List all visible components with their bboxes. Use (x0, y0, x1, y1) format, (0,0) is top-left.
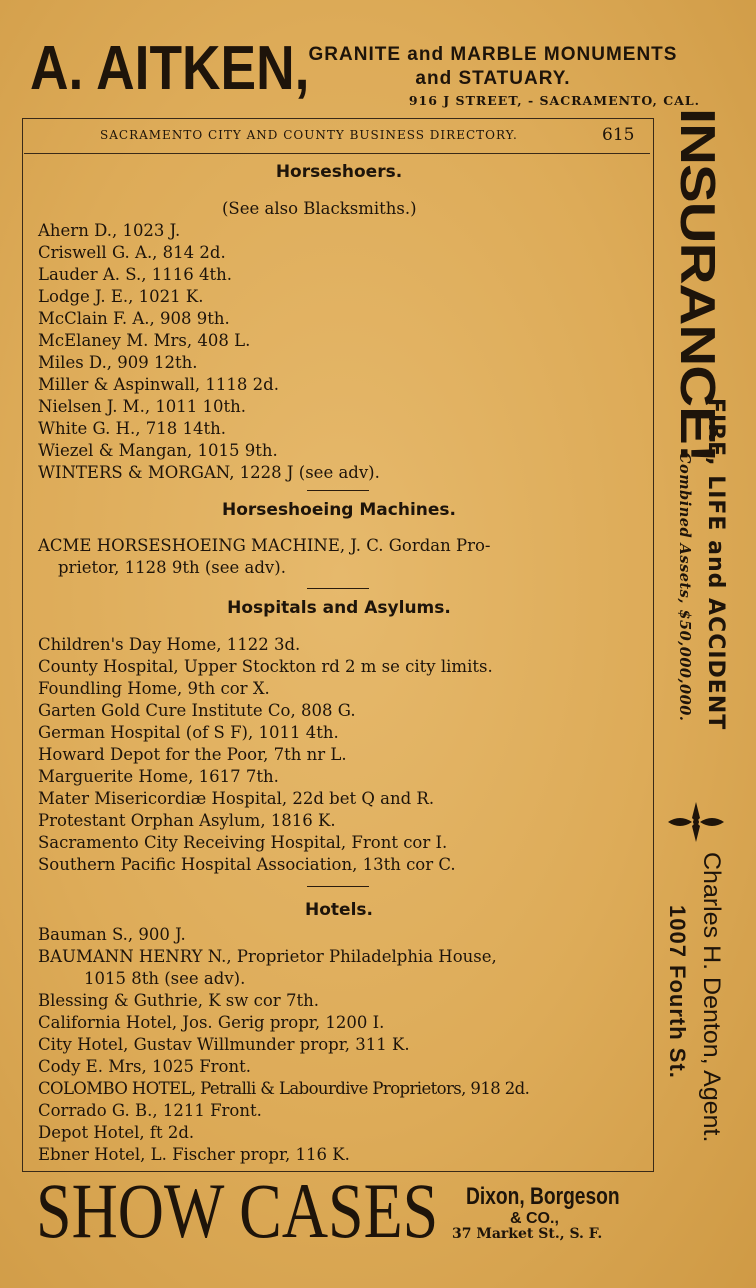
listing-entry: McElaney M. Mrs, 408 L. (38, 331, 251, 350)
aitken-ad-line2: and STATUARY. (415, 68, 571, 89)
listing-entry: Foundling Home, 9th cor X. (38, 679, 270, 698)
aitken-ad-name: A. AITKEN, (30, 34, 310, 103)
section-title-machines: Horseshoeing Machines. (222, 500, 456, 520)
listing-entry: WINTERS & MORGAN, 1228 J (see adv). (38, 463, 380, 482)
listing-entry: Ahern D., 1023 J. (38, 221, 181, 240)
listing-entry: Cody E. Mrs, 1025 Front. (38, 1057, 251, 1076)
listing-entry: County Hospital, Upper Stockton rd 2 m se city limits. (38, 657, 493, 676)
listing-entry-continued: 1015 8th (see adv). (84, 969, 246, 988)
listing-entry: City Hotel, Gustav Willmunder propr, 311 K. (38, 1035, 410, 1054)
listing-entry: Miller & Aspinwall, 1118 2d. (38, 375, 279, 394)
listing-entry: Nielsen J. M., 1011 10th. (38, 397, 247, 416)
listing-entry: Corrado G. B., 1211 Front. (38, 1101, 262, 1120)
listing-entry: Howard Depot for the Poor, 7th nr L. (38, 745, 347, 764)
listing-entry: McClain F. A., 908 9th. (38, 309, 230, 328)
listing-entry: Depot Hotel, ft 2d. (38, 1123, 195, 1142)
section-note: (See also Blacksmiths.) (222, 199, 417, 218)
listing-entry: California Hotel, Jos. Gerig propr, 1200 I. (38, 1013, 385, 1032)
aitken-ad-address: 916 J STREET, - SACRAMENTO, CAL. (408, 93, 700, 108)
section-divider (307, 588, 369, 589)
fleuron-ornament-icon (666, 800, 726, 844)
listing-entry: Ebner Hotel, L. Fischer propr, 116 K. (38, 1145, 350, 1164)
listing-entry: Criswell G. A., 814 2d. (38, 243, 226, 262)
listing-entry: White G. H., 718 14th. (38, 419, 226, 438)
listing-entry: Protestant Orphan Asylum, 1816 K. (38, 811, 336, 830)
listing-entry: Marguerite Home, 1617 7th. (38, 767, 279, 786)
insurance-ad-assets: Combined Assets, $50,000,000. (676, 452, 693, 722)
aitken-ad-line1: GRANITE and MARBLE MONUMENTS (308, 44, 678, 65)
listing-entry: ACME HORSESHOEING MACHINE, J. C. Gordan Pro- (38, 536, 491, 555)
listing-entry: Wiezel & Mangan, 1015 9th. (38, 441, 278, 460)
listing-entry: Mater Misericordiæ Hospital, 22d bet Q and R. (38, 789, 435, 808)
section-divider (307, 886, 369, 887)
listing-entry: Miles D., 909 12th. (38, 353, 198, 372)
section-title-hotels: Hotels. (305, 900, 373, 920)
listing-entry: Children's Day Home, 1122 3d. (38, 635, 301, 654)
section-title-horseshoers: Horseshoers. (275, 162, 403, 182)
section-title-hospitals: Hospitals and Asylums. (227, 598, 451, 618)
listing-entry: COLOMBO HOTEL, Petralli & Labourdive Proprietors, 918 2d. (38, 1079, 530, 1098)
showcases-ad-address: 37 Market St., S. F. (452, 1226, 603, 1242)
listing-entry: Lauder A. S., 1116 4th. (38, 265, 232, 284)
header-rule (24, 153, 650, 154)
insurance-ad-agent: Charles H. Denton, Agent. (698, 852, 725, 1143)
insurance-ad-headline: INSURANCE! (670, 108, 726, 463)
showcases-ad-headline: SHOW CASES (36, 1167, 439, 1254)
listing-entry: Garten Gold Cure Institute Co, 808 G. (38, 701, 356, 720)
listing-entry: Southern Pacific Hospital Association, 13th cor C. (38, 855, 456, 874)
page-number: 615 (602, 125, 635, 145)
listing-entry: German Hospital (of S F), 1011 4th. (38, 723, 339, 742)
running-head: SACRAMENTO CITY AND COUNTY BUSINESS DIRECTORY. (100, 128, 518, 142)
listing-entry: Bauman S., 900 J. (38, 925, 186, 944)
showcases-ad-firm: Dixon, Borgeson (466, 1183, 620, 1210)
listing-entry-continued: prietor, 1128 9th (see adv). (58, 558, 286, 577)
insurance-ad-lines: FIRE, LIFE and ACCIDENT (703, 398, 728, 731)
insurance-ad-street: 1007 Fourth St. (665, 905, 690, 1079)
listing-entry: Lodge J. E., 1021 K. (38, 287, 204, 306)
section-divider (307, 490, 369, 491)
listing-entry: Sacramento City Receiving Hospital, Front cor I. (38, 833, 448, 852)
listing-entry: Blessing & Guthrie, K sw cor 7th. (38, 991, 319, 1010)
listing-entry: BAUMANN HENRY N., Proprietor Philadelphia House, (38, 947, 497, 966)
showcases-ad-firm-co: & CO., (510, 1210, 559, 1227)
